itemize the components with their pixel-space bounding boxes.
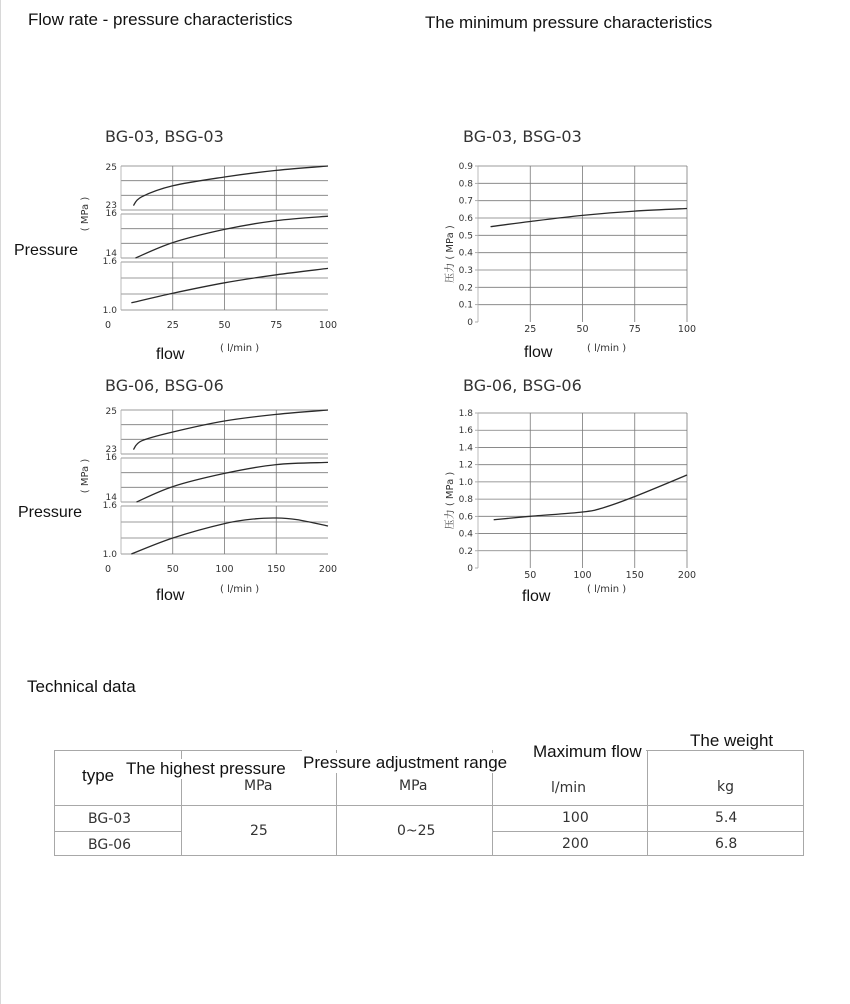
y-tick-label: 1.0 — [102, 306, 117, 316]
y-tick-label: 0.4 — [458, 248, 473, 259]
y-tick-label: 1.0 — [458, 477, 473, 488]
y-tick-label: 14 — [105, 493, 117, 503]
series-line — [491, 209, 687, 227]
y-tick-label: 0.9 — [458, 162, 473, 172]
header-adjustment-range-unit: MPa — [399, 778, 428, 794]
y-tick-label: 0.8 — [458, 495, 473, 506]
right-section-title: The minimum pressure characteristics — [425, 13, 713, 32]
y-axis-unit: ( MPa ) — [80, 196, 91, 232]
y-tick-label: 0 — [467, 318, 473, 328]
chart-bg06-min-pressure — [443, 376, 696, 605]
y-axis-label: 压力 ( MPa ) — [445, 225, 456, 283]
y-tick-label: 0 — [467, 564, 473, 574]
chart-title: BG-03, BSG-03 — [105, 127, 224, 146]
header-highest-pressure-unit: MPa — [244, 778, 273, 794]
y-tick-label: 25 — [105, 407, 117, 417]
x-tick-label: 50 — [218, 320, 231, 331]
header-type: type — [82, 766, 115, 785]
y-tick-label: 0.1 — [458, 300, 473, 311]
y-tick-label: 14 — [105, 249, 117, 259]
chart-title: BG-06, BSG-06 — [463, 376, 582, 395]
x-tick-label: 200 — [318, 564, 338, 575]
y-tick-label: 0.4 — [458, 529, 473, 540]
x-axis-label: flow — [156, 587, 185, 604]
y-tick-label: 1.0 — [102, 550, 117, 560]
left-section-title: Flow rate - pressure characteristics — [28, 10, 293, 29]
x-tick-label: 0 — [104, 320, 112, 331]
y-axis-unit: ( MPa ) — [80, 458, 91, 494]
technical-data-heading: Technical data — [27, 677, 136, 696]
x-axis-label: flow — [522, 588, 551, 605]
x-tick-label: 75 — [270, 320, 283, 331]
y-tick-label: 0.2 — [458, 546, 473, 557]
y-tick-label: 0.7 — [458, 196, 473, 207]
y-tick-label: 25 — [105, 163, 117, 173]
series-line — [131, 268, 328, 302]
header-weight-unit: kg — [717, 779, 734, 795]
y-tick-label: 0.8 — [458, 179, 473, 190]
y-tick-label: 0.6 — [458, 512, 473, 523]
x-tick-label: 100 — [573, 570, 592, 581]
chart-bg06-flow-pressure — [18, 376, 337, 604]
series-line — [137, 462, 328, 502]
y-axis-label: Pressure — [18, 504, 83, 521]
y-tick-label: 0.2 — [458, 283, 473, 294]
y-tick-label: 0.3 — [458, 266, 473, 276]
y-tick-label: 0.5 — [458, 231, 473, 242]
y-axis-label: 压力 ( MPa ) — [445, 471, 456, 530]
x-axis-unit: ( l/min ) — [587, 343, 627, 354]
x-tick-label: 50 — [524, 570, 537, 581]
chart-bg03-min-pressure — [443, 127, 696, 361]
x-tick-label: 150 — [625, 570, 644, 581]
row-weight: 6.8 — [715, 836, 738, 852]
shared-adjustment-range: 0~25 — [397, 823, 436, 839]
x-tick-label: 25 — [524, 324, 537, 335]
y-tick-label: 1.6 — [102, 257, 117, 267]
x-axis-unit: ( l/min ) — [220, 584, 260, 595]
x-axis-unit: ( l/min ) — [587, 584, 627, 595]
series-line — [135, 216, 328, 258]
row-max-flow: 100 — [562, 810, 589, 826]
header-max-flow-unit: l/min — [551, 780, 587, 796]
y-tick-label: 1.2 — [458, 460, 473, 471]
y-tick-label: 1.8 — [458, 409, 473, 419]
series-line — [133, 166, 328, 206]
x-tick-label: 150 — [267, 564, 286, 575]
x-axis-label: flow — [156, 346, 185, 363]
x-tick-label: 100 — [318, 320, 338, 331]
y-tick-label: 1.6 — [102, 501, 117, 511]
y-tick-label: 1.6 — [458, 426, 473, 437]
series-line — [131, 518, 328, 554]
x-axis-unit: ( l/min ) — [220, 343, 260, 354]
chart-title: BG-06, BSG-06 — [105, 376, 224, 395]
row-max-flow: 200 — [562, 836, 589, 852]
shared-highest-pressure: 25 — [250, 823, 268, 839]
y-tick-label: 16 — [105, 453, 117, 463]
row-type: BG-03 — [88, 811, 132, 827]
x-tick-label: 50 — [576, 324, 589, 335]
x-tick-label: 75 — [628, 324, 641, 335]
y-axis-label: Pressure — [14, 242, 79, 259]
series-line — [133, 410, 328, 450]
x-axis-label: flow — [524, 344, 553, 361]
header-highest-pressure: The highest pressure — [126, 759, 286, 778]
x-tick-label: 100 — [215, 564, 234, 575]
y-tick-label: 23 — [105, 445, 117, 455]
x-tick-label: 0 — [104, 564, 112, 575]
x-tick-label: 25 — [166, 320, 179, 331]
header-max-flow: Maximum flow — [533, 742, 642, 761]
row-type: BG-06 — [88, 837, 132, 853]
x-tick-label: 50 — [166, 564, 179, 575]
row-weight: 5.4 — [715, 810, 738, 826]
chart-title: BG-03, BSG-03 — [463, 127, 582, 146]
x-tick-label: 200 — [677, 570, 697, 581]
x-tick-label: 100 — [677, 324, 697, 335]
y-tick-label: 1.4 — [458, 443, 473, 454]
y-tick-label: 23 — [105, 201, 117, 211]
chart-bg03-flow-pressure — [14, 127, 337, 363]
charts-canvas — [1, 0, 850, 660]
y-tick-label: 0.6 — [458, 214, 473, 224]
header-adjustment-range: Pressure adjustment range — [303, 753, 508, 772]
header-weight: The weight — [690, 731, 774, 750]
y-tick-label: 16 — [105, 209, 117, 219]
